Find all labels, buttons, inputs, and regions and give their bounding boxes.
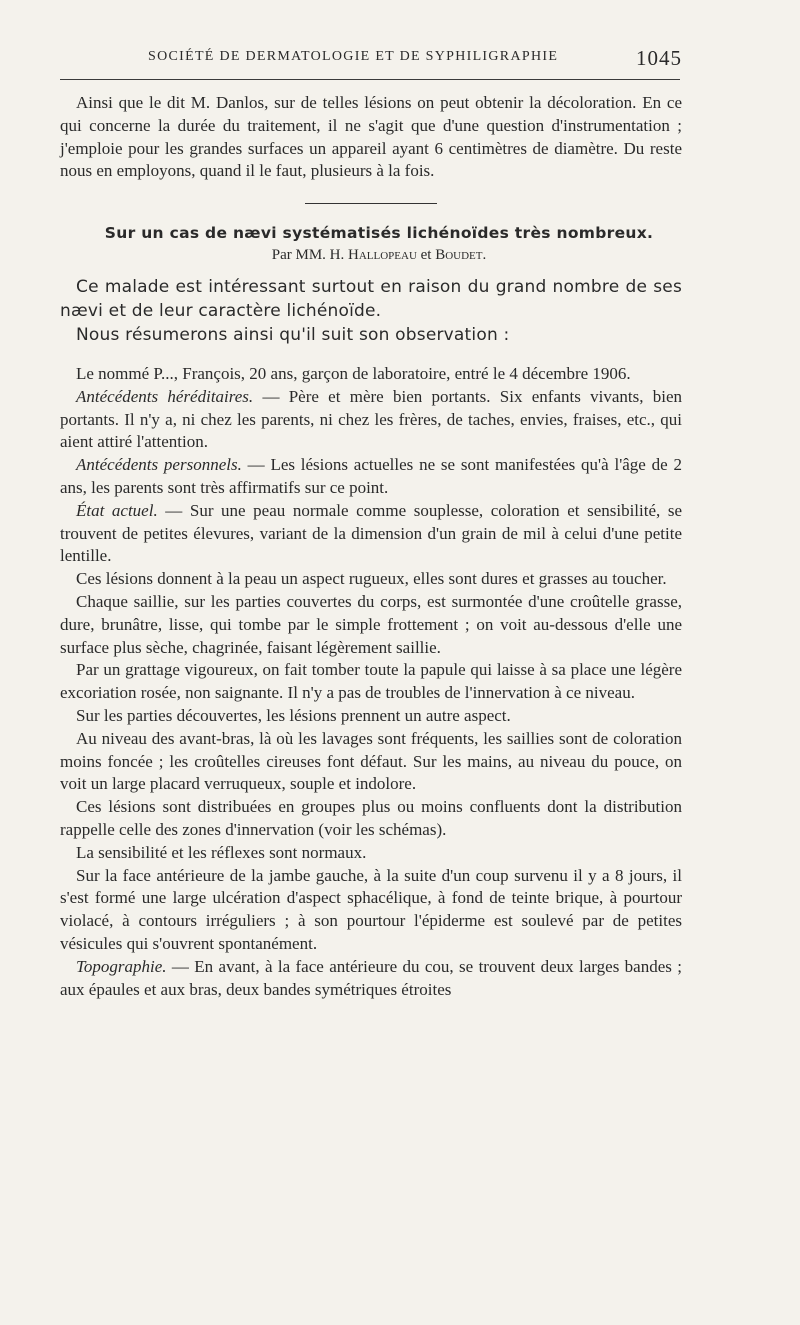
page-body	[60, 92, 682, 1001]
obs-topography-text: — En avant, à la face antérieure du cou, se trouvent deux larges bandes ; aux épaules et aux bras, deux bandes symétriques étroites	[60, 956, 682, 999]
obs-hereditary	[60, 386, 682, 454]
obs-paragraph-12: Sur la face antérieure de la jambe gauche, à la suite d'un coup survenu il y a 8 jours, il s'est formé une large ulcération d'aspect sphacélique, à fond de teinte brique, à pourtour violacé, à contours irréguliers ; à son pourtour l'épiderme est soulevé par de petites vésicules qui s'ouvrent spontanément.	[60, 865, 682, 953]
obs-topography	[60, 956, 682, 1002]
summary	[60, 275, 682, 347]
byline-and: et	[420, 247, 432, 264]
obs-paragraph-11: La sensibilité et les réflexes sont normaux.	[76, 842, 367, 862]
obs-current-state-label: État actuel.	[76, 500, 158, 520]
obs-patient: Le nommé P..., François, 20 ans, garçon de laboratoire, entré le 4 décembre 1906.	[76, 363, 631, 383]
running-title: SOCIÉTÉ DE DERMATOLOGIE ET DE SYPHILIGRAPHIE	[148, 49, 559, 64]
page-header	[60, 46, 682, 72]
author-boudet: Boudet.	[435, 247, 487, 264]
intro-paragraph: Ainsi que le dit M. Danlos, sur de telles lésions on peut obtenir la décoloration. En ce qui concerne la durée du traitement, il ne s'agit que d'une question d'instrumentation ; j'emploie pour les grandes surfaces un appareil ayant 6 centimètres de diamètre. Du reste nous en employons, quand il le faut, plusieurs à la fois.	[60, 93, 682, 181]
obs-personal	[60, 454, 682, 500]
obs-paragraph-8: Sur les parties découvertes, les lésions prennent un autre aspect.	[76, 705, 511, 725]
section-separator	[305, 203, 437, 204]
header-rule	[60, 79, 680, 80]
obs-paragraph-6: Chaque saillie, sur les parties couvertes du corps, est surmontée d'une croûtelle grasse, dure, brunâtre, lisse, qui tombe par le simple frottement ; on voit au-dessous d'elle une surface plus sèche, chagrinée, faisant légèrement saillie.	[60, 591, 682, 657]
page-number: 1045	[636, 46, 682, 70]
obs-paragraph-7: Par un grattage vigoureux, on fait tomber toute la papule qui laisse à sa place une légère excoriation rosée, non saignante. Il n'y a pas de troubles de l'innervation à ce niveau.	[60, 660, 682, 703]
observation	[60, 363, 682, 1001]
obs-current-state-text: — Sur une peau normale comme souplesse, coloration et sensibilité, se trouvent de petites élevures, variant de la dimension d'un grain de mil à celui d'une petite lentille.	[60, 500, 682, 566]
obs-personal-label: Antécédents personnels.	[76, 455, 242, 475]
obs-paragraph-5: Ces lésions donnent à la peau un aspect rugueux, elles sont dures et grasses au toucher.	[76, 569, 667, 589]
byline	[60, 244, 682, 267]
obs-paragraph-10: Ces lésions sont distribuées en groupes plus ou moins confluents dont la distribution rappelle celle des zones d'innervation (voir les schémas).	[60, 797, 682, 839]
summary-paragraph-2: Nous résumerons ainsi qu'il suit son observation :	[76, 324, 510, 345]
obs-topography-label: Topographie.	[76, 956, 167, 976]
obs-hereditary-label: Antécédents héréditaires.	[76, 386, 254, 406]
article-title: Sur un cas de nævi systématisés lichénoïdes très nombreux.	[104, 224, 654, 243]
obs-personal-text: — Les lésions actuelles ne se sont manifestées qu'à l'âge de 2 ans, les parents sont très affirmatifs sur ce point.	[60, 455, 682, 497]
obs-current-state	[60, 500, 682, 568]
byline-prefix: Par MM. H.	[271, 247, 345, 264]
obs-hereditary-text: — Père et mère bien portants. Six enfants vivants, bien portants. Il n'y a, ni chez les parents, ni chez les frères, de taches, envies, fraises, etc., qui aient attiré l'attention.	[60, 386, 682, 452]
author-hallopeau: Hallopeau	[348, 247, 417, 264]
summary-paragraph-1: Ce malade est intéressant surtout en raison du grand nombre de ses nævi et de leur caractère lichénoïde.	[60, 276, 682, 321]
obs-paragraph-9: Au niveau des avant-bras, là où les lavages sont fréquents, les saillies sont de coloration moins foncée ; les croûtelles cireuses font défaut. Sur les mains, au niveau du pouce, on voit un large placard verruqueux, souple et indolore.	[60, 728, 682, 794]
